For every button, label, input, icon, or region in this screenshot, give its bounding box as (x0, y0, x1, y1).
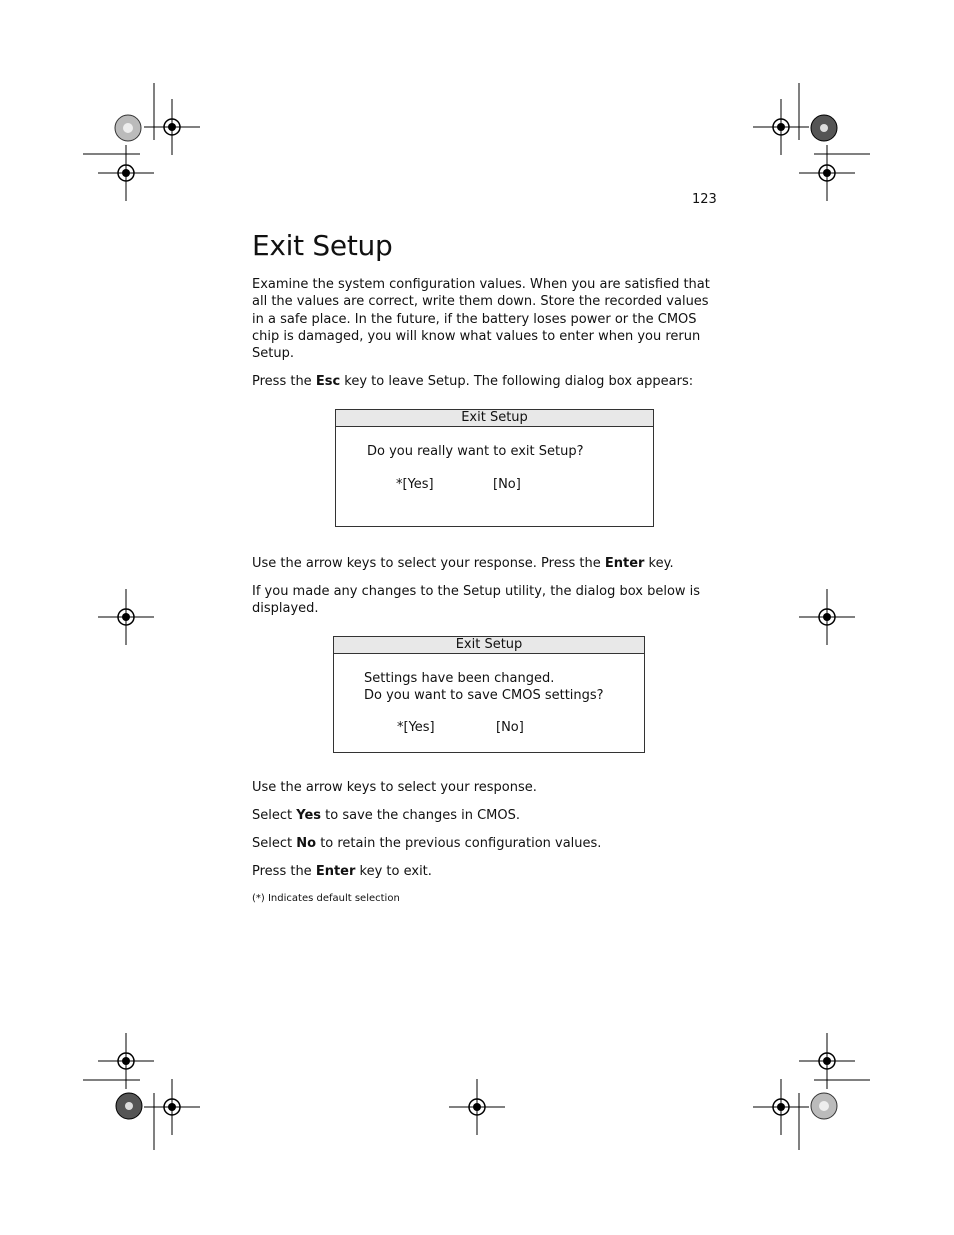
dialog-title: Exit Setup (334, 637, 644, 654)
arrow-keys-paragraph: Use the arrow keys to select your response. (252, 780, 537, 795)
star-target-mark (115, 115, 141, 141)
registration-mark (98, 1033, 154, 1089)
dialog-message-line2: Do you want to save CMOS settings? (364, 688, 604, 703)
press-esc-paragraph (252, 373, 722, 390)
star-target-mark (116, 1093, 142, 1119)
yes-key-label: Yes (296, 808, 322, 823)
dialog-title: Exit Setup (336, 410, 653, 427)
yes-option[interactable]: *[Yes] (396, 477, 434, 492)
star-target-mark (811, 1093, 837, 1119)
page-number: 123 (692, 192, 717, 207)
no-option[interactable]: [No] (493, 477, 521, 492)
dialog-message-line1: Settings have been changed. (364, 671, 555, 686)
esc-key-label: Esc (315, 374, 341, 389)
save-settings-dialog (333, 636, 645, 753)
press-enter-paragraph (252, 863, 722, 880)
enter-key-label: Enter (604, 556, 645, 571)
arrow-enter-paragraph (252, 555, 722, 572)
text-span: Press the (252, 374, 316, 389)
registration-mark (799, 1033, 855, 1089)
text-span: Press the (252, 864, 316, 879)
select-yes-paragraph (252, 807, 722, 824)
text-span: Use the arrow keys to select your response. Press the (252, 556, 605, 571)
star-target-mark (811, 115, 837, 141)
text-span: to save the changes in CMOS. (321, 808, 521, 823)
text-span: to retain the previous configuration values. (316, 836, 602, 851)
yes-option[interactable]: *[Yes] (397, 720, 435, 735)
no-key-label: No (296, 836, 317, 851)
registration-mark (98, 589, 154, 645)
registration-mark (753, 99, 809, 155)
enter-key-label: Enter (315, 864, 356, 879)
text-span: key. (644, 556, 674, 571)
exit-setup-dialog (335, 409, 654, 527)
no-option[interactable]: [No] (496, 720, 524, 735)
changes-paragraph: If you made any changes to the Setup utility, the dialog box below is displayed. (252, 584, 701, 617)
registration-mark (144, 1079, 200, 1135)
registration-mark (753, 1079, 809, 1135)
text-span: key to exit. (355, 864, 432, 879)
intro-paragraph: Examine the system configuration values. When you are satisfied that all the values are correct, write them down. Store the recorded values in a safe place. In the future, if the battery loses power or the CMOS chip is damaged, you will know what values to enter when you rerun Setup. (252, 277, 710, 362)
text-span: key to leave Setup. The following dialog box appears: (340, 374, 694, 389)
text-span: Select (252, 836, 297, 851)
registration-mark (449, 1079, 505, 1135)
text-span: Select (252, 808, 297, 823)
registration-mark (799, 589, 855, 645)
select-no-paragraph (252, 835, 722, 852)
registration-mark (98, 145, 154, 201)
page-title: Exit Setup (252, 229, 393, 262)
dialog-question: Do you really want to exit Setup? (367, 444, 584, 459)
registration-mark (799, 145, 855, 201)
footnote: (*) Indicates default selection (252, 893, 400, 904)
registration-mark (144, 99, 200, 155)
